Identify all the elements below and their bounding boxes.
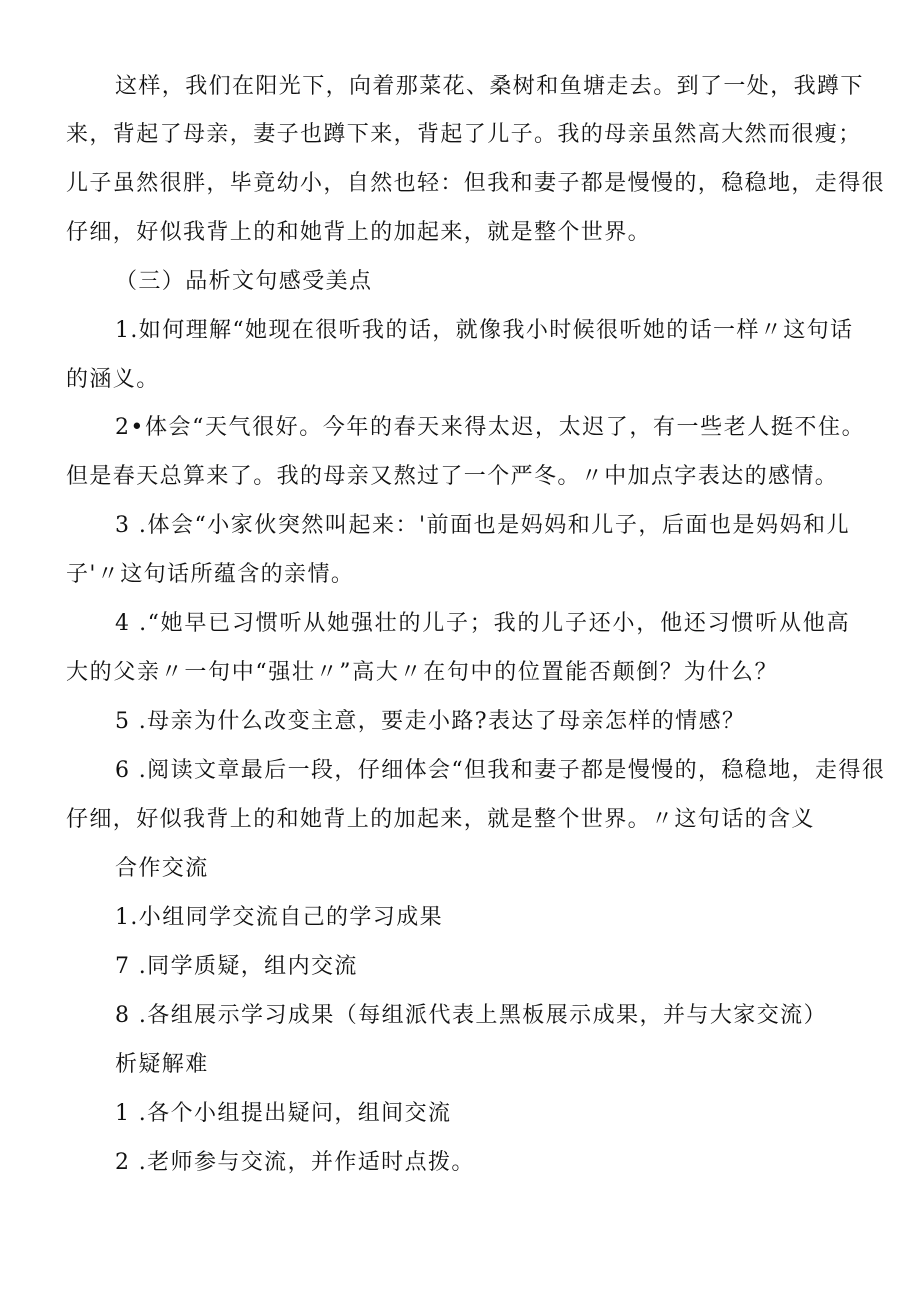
list-item: 2 .老师参与交流，并作适时点拨。: [115, 1150, 475, 1175]
section-heading: 合作交流: [115, 856, 209, 881]
question-line: 的涵义。: [66, 367, 160, 392]
question-line: 5 .母亲为什么改变主意，要走小路?表达了母亲怎样的情感？: [115, 709, 746, 734]
question-line: 仔细，好似我背上的和她背上的加起来，就是整个世界。〃这句话的含义: [66, 807, 815, 832]
paragraph-line: 儿子虽然很胖，毕竟幼小，自然也轻：但我和妻子都是慢慢的，稳稳地，走得很: [66, 171, 886, 196]
list-item: 8 .各组展示学习成果（每组派代表上黑板展示成果，并与大家交流）: [115, 1003, 827, 1028]
paragraph-line: 仔细，好似我背上的和她背上的加起来，就是整个世界。: [66, 220, 652, 245]
question-line: 1.如何理解“她现在很听我的话，就像我小时候很听她的话一样〃这句话: [115, 318, 854, 343]
list-item: 1 .各个小组提出疑问，组间交流: [115, 1101, 452, 1126]
paragraph-line: 这样，我们在阳光下，向着那菜花、桑树和鱼塘走去。到了一处，我蹲下: [115, 74, 864, 99]
section-heading: 析疑解难: [115, 1052, 209, 1077]
question-line: 6 .阅读文章最后一段，仔细体会“但我和妻子都是慢慢的，稳稳地，走得很: [115, 758, 886, 783]
section-heading: （三）品析文句感受美点: [115, 269, 373, 294]
list-item: 1.小组同学交流自己的学习成果: [115, 905, 443, 930]
question-line: 子'〃这句话所蕴含的亲情。: [66, 562, 355, 587]
paragraph-line: 来，背起了母亲，妻子也蹲下来，背起了儿子。我的母亲虽然高大然而很瘦；: [66, 122, 862, 147]
question-line: 大的父亲〃一句中“强壮〃”高大〃在句中的位置能否颠倒？为什么？: [66, 660, 778, 685]
question-line: 4 .“她早已习惯听从她强壮的儿子；我的儿子还小，他还习惯听从他高: [115, 611, 850, 636]
question-line: 2•体会“天气很好。今年的春天来得太迟，太迟了，有一些老人挺不住。: [115, 415, 865, 440]
question-line: 3 .体会“小家伙突然叫起来：'前面也是妈妈和儿子，后面也是妈妈和儿: [115, 513, 850, 538]
list-item: 7 .同学质疑，组内交流: [115, 954, 358, 979]
question-line: 但是春天总算来了。我的母亲又熬过了一个严冬。〃中加点字表达的感情。: [66, 464, 839, 489]
